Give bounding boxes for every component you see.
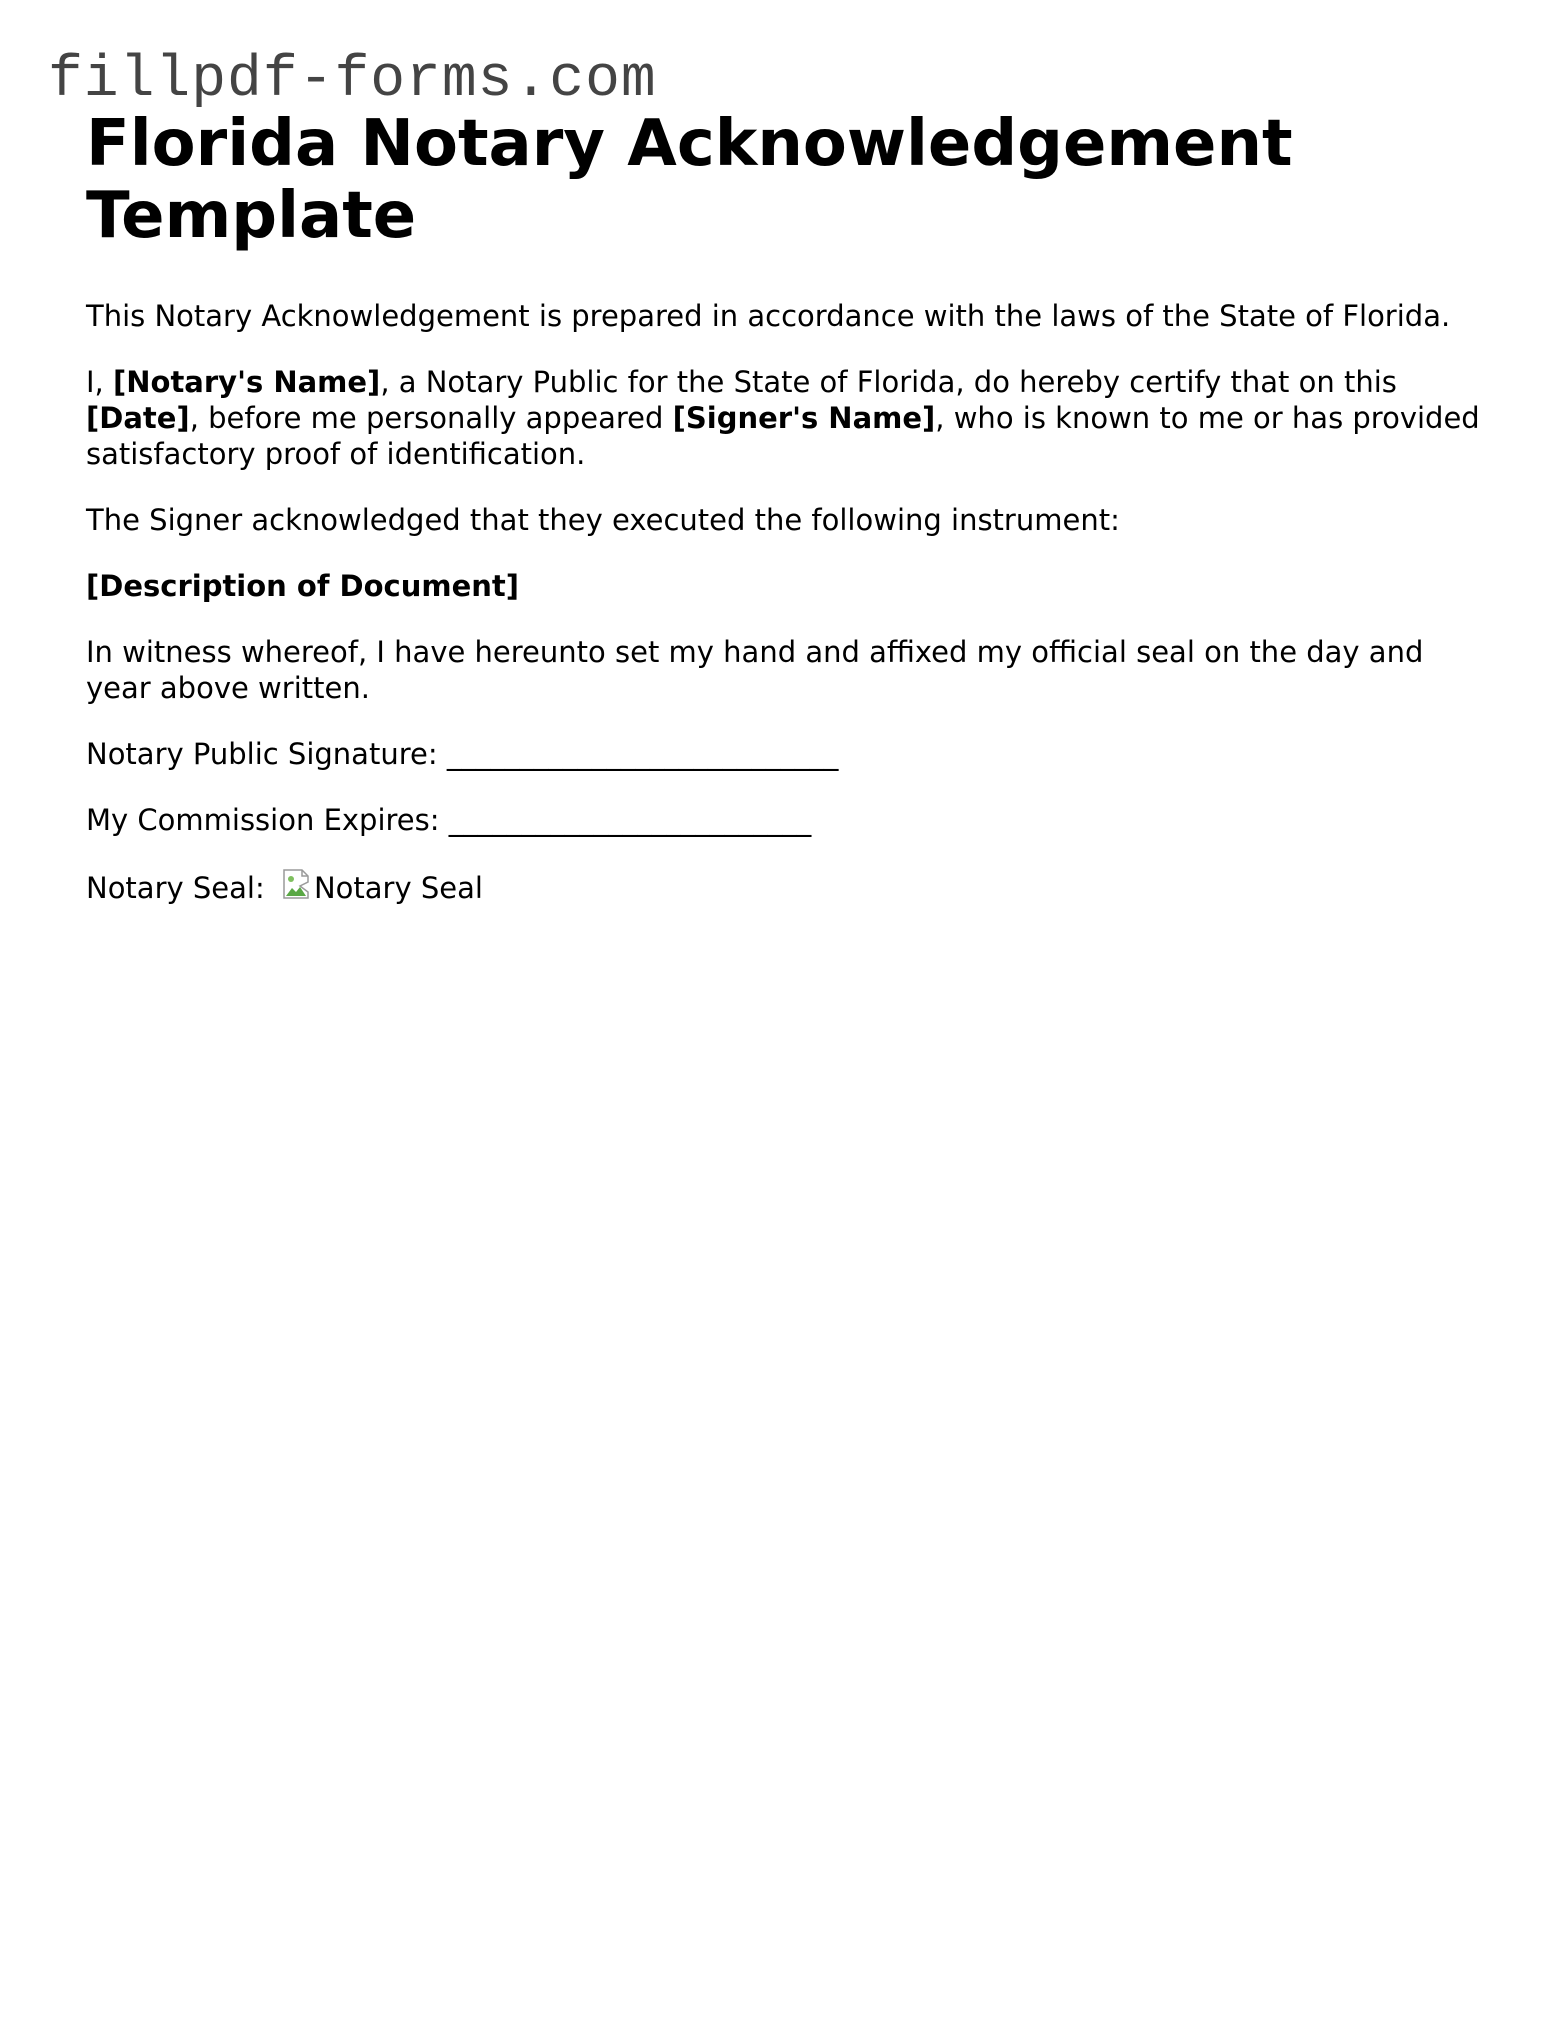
certify-text-3: , who is known to me or has provided satisfactory proof of identification. [86, 401, 1480, 471]
notary-name-placeholder: [Notary's Name] [113, 365, 381, 399]
broken-image-icon [282, 868, 314, 908]
signer-name-placeholder: [Signer's Name] [672, 401, 936, 435]
instrument-intro: The Signer acknowledged that they executed the following instrument: [86, 503, 1120, 537]
certify-prefix: I, [86, 365, 113, 399]
document-title: Florida Notary Acknowledgement Template [86, 107, 1293, 253]
certify-text-1: , a Notary Public for the State of Florida, do hereby certify that on this [380, 365, 1397, 399]
intro-paragraph: This Notary Acknowledgement is prepared in accordance with the laws of the State of Florida. [86, 299, 1451, 333]
seal-label: Notary Seal: [86, 871, 274, 905]
certify-text-2: , before me personally appeared [189, 401, 673, 435]
notary-seal-line [86, 868, 1486, 908]
notary-seal-image [282, 868, 483, 908]
signature-line: Notary Public Signature: ___________________________ [86, 737, 839, 771]
certify-paragraph [86, 364, 1486, 472]
commission-line: My Commission Expires: _________________________ [86, 803, 812, 837]
document [86, 108, 1486, 908]
document-description-placeholder: [Description of Document] [86, 569, 520, 603]
seal-alt-text: Notary Seal [313, 871, 483, 905]
date-placeholder: [Date] [86, 401, 190, 435]
witness-paragraph: In witness whereof, I have hereunto set my hand and affixed my official seal on the day and year above written. [86, 635, 1424, 705]
watermark: fillpdf-forms.com [48, 48, 657, 113]
